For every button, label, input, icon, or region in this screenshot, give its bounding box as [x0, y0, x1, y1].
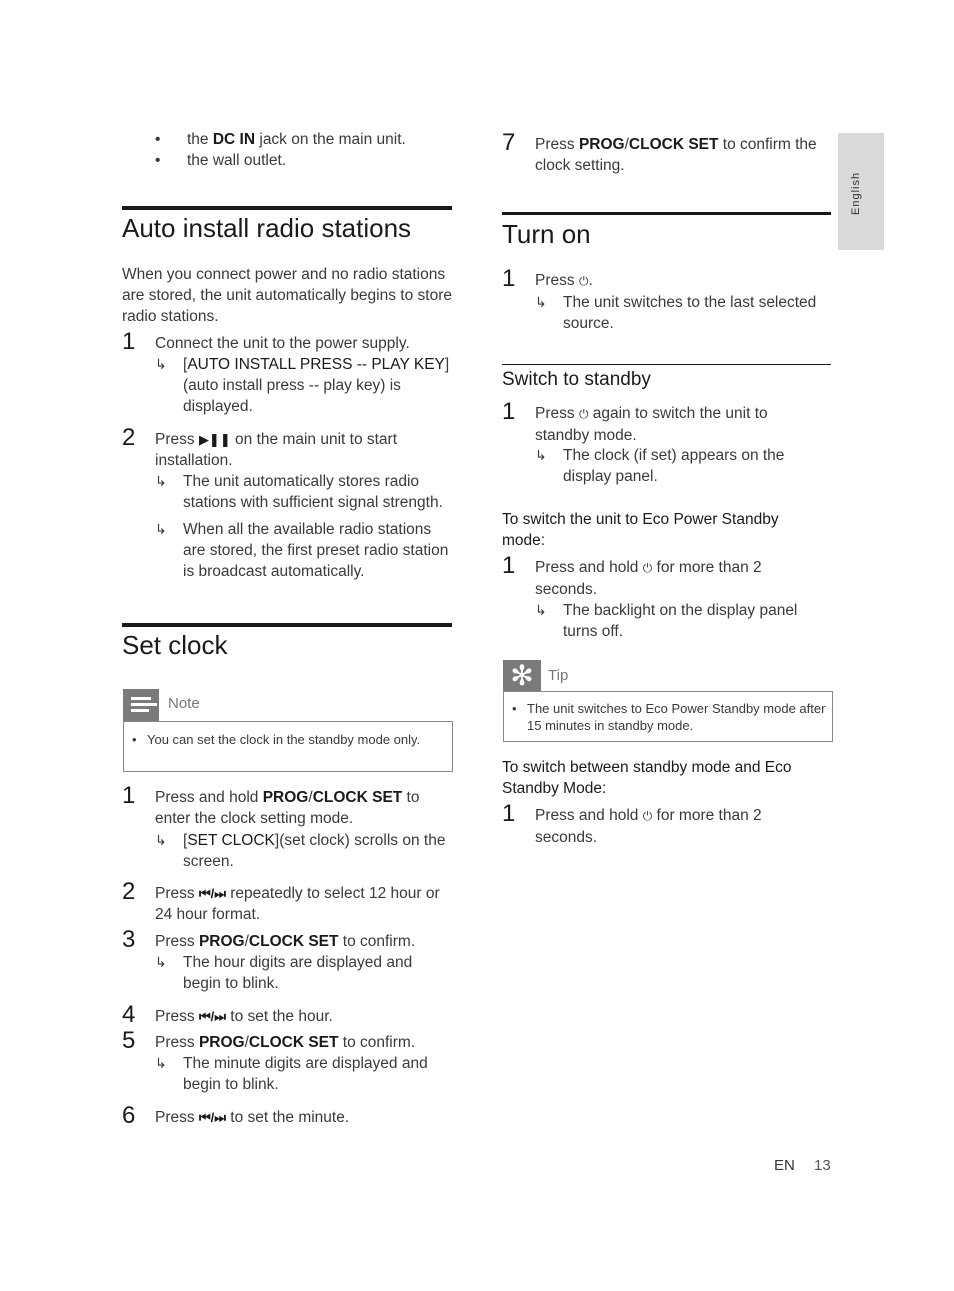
result-arrow-icon: ↳	[535, 602, 547, 618]
footer-language: EN	[774, 1157, 795, 1174]
result-arrow-icon: ↳	[155, 356, 167, 372]
result-arrow-icon: ↳	[155, 832, 167, 848]
result-arrow-icon: ↳	[155, 521, 167, 537]
switch-heading: To switch between standby mode and Eco Standby Mode:	[502, 759, 792, 797]
prev-next-icon: ⏮/⏭	[198, 1009, 226, 1024]
intro-bullet: • the DC IN jack on the main unit.	[155, 131, 406, 148]
step-2-result: ↳ When all the available radio stations are stored, the first preset radio station is broadcast automatically.	[155, 521, 449, 580]
step-1-result: ↳ The unit switches to the last selected source.	[535, 294, 817, 332]
step-3-result: ↳ The hour digits are displayed and begin to blink.	[155, 954, 413, 992]
turn-on-title: Turn on	[502, 219, 591, 249]
eco-heading: To switch the unit to Eco Power Standby mode:	[502, 511, 779, 549]
step-1-result: ↳ [AUTO INSTALL PRESS -- PLAY KEY](auto install press -- play key) is displayed.	[155, 356, 450, 415]
language-label: English	[850, 171, 862, 215]
note-box	[123, 721, 453, 772]
step-1-result: ↳ [SET CLOCK](set clock) scrolls on the screen.	[155, 832, 446, 870]
note-label: Note	[168, 695, 200, 712]
prev-next-icon: ⏮/⏭	[198, 886, 226, 901]
power-icon: ⏻	[642, 561, 653, 575]
result-arrow-icon: ↳	[155, 473, 167, 489]
tip-box	[503, 691, 833, 742]
prev-next-icon: ⏮/⏭	[198, 1110, 226, 1125]
intro-bullet: • the wall outlet.	[155, 152, 287, 169]
auto-install-title: Auto install radio stations	[122, 213, 412, 243]
result-arrow-icon: ↳	[155, 1055, 167, 1071]
tip-item: • The unit switches to Eco Power Standby mode after 15 minutes in standby mode.	[512, 701, 826, 733]
step-1-result: ↳ The backlight on the display panel turns off.	[535, 602, 798, 640]
set-clock-title: Set clock	[122, 630, 228, 660]
step-1-result: ↳ The clock (if set) appears on the display panel.	[535, 447, 785, 485]
note-icon	[123, 689, 159, 721]
section-rule	[122, 206, 452, 210]
tip-icon: ✻	[503, 660, 541, 692]
tip-label: Tip	[548, 667, 569, 684]
auto-install-paragraph: When you connect power and no radio stations are stored, the unit automatically begins to store radio stations.	[122, 266, 452, 325]
result-arrow-icon: ↳	[155, 954, 167, 970]
section-rule	[502, 212, 831, 215]
play-pause-icon: ▶❚❚	[198, 432, 231, 447]
result-arrow-icon: ↳	[535, 294, 547, 310]
note-item: • You can set the clock in the standby mode only.	[132, 732, 421, 747]
standby-title: Switch to standby	[502, 369, 651, 390]
power-icon: ⏻	[642, 809, 653, 823]
power-icon: ⏻	[578, 407, 589, 421]
step-2-result: ↳ The unit automatically stores radio stations with sufficient signal strength.	[155, 473, 443, 511]
section-rule	[122, 623, 452, 627]
language-side-tab	[838, 133, 884, 250]
power-icon: ⏻	[578, 274, 589, 288]
page-number: 13	[814, 1157, 831, 1174]
result-arrow-icon: ↳	[535, 447, 547, 463]
subsection-rule	[502, 364, 831, 365]
step-5-result: ↳ The minute digits are displayed and begin to blink.	[155, 1055, 428, 1093]
